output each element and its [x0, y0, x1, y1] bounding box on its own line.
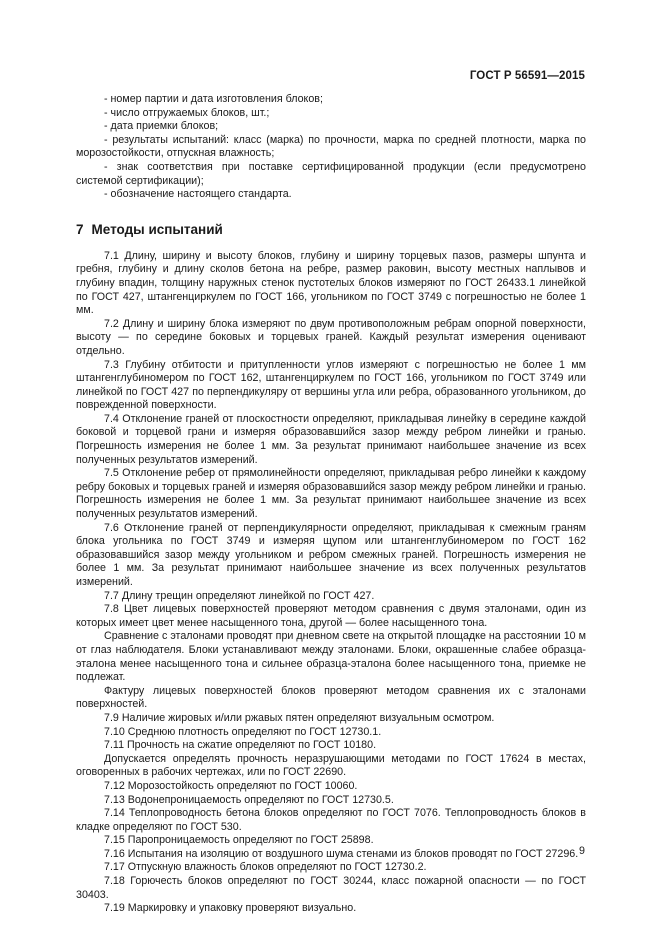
bullet-item: - обозначение настоящего стандарта. — [104, 188, 292, 201]
bullet-item: - результаты испытаний: класс (марка) по прочности, марка по средней плотности, марка по морозостойкости, отпускная влажность; — [76, 133, 586, 160]
paragraph: 7.9 Наличие жировых и/или ржавых пятен определяют визуальным осмотром. — [104, 711, 495, 724]
paragraph: 7.7 Длину трещин определяют линейкой по ГОСТ 427. — [104, 589, 375, 602]
paragraph: 7.2 Длину и ширину блока измеряют по двум противоположным ребрам опорной поверхности, высоту — по середине боковых и торцевых граней. Каждый результат измерения оценивают отдельно. — [76, 317, 586, 357]
paragraph: 7.14 Теплопроводность бетона блоков определяют по ГОСТ 7076. Теплопроводность блоков в кладке определяют по ГОСТ 530. — [76, 807, 586, 833]
paragraph: 7.3 Глубину отбитости и притупленности углов измеряют с погрешностью не более 1 мм штангенглубиномером по ГОСТ 162, штангенциркулем по ГОСТ 166, угольником по ГОСТ 3749 или линейкой по ГОСТ 427 по перпендикуляру от вершины угла или ребра, образованного угольником, до поврежденной поверхности. — [76, 358, 586, 412]
paragraph: Фактуру лицевых поверхностей блоков проверяют методом сравнения их с эталонами поверхностей. — [76, 684, 586, 711]
paragraph: 7.17 Отпускную влажность блоков определяют по ГОСТ 12730.2. — [104, 861, 427, 874]
bullet-list — [76, 93, 586, 202]
paragraph: 7.19 Маркировку и упаковку проверяют визуально. — [104, 902, 357, 915]
paragraph: 7.12 Морозостойкость определяют по ГОСТ 10060. — [104, 779, 358, 792]
paragraph: 7.15 Паропроницаемость определяют по ГОСТ 25898. — [104, 834, 374, 847]
paragraph: 7.10 Среднюю плотность определяют по ГОСТ 12730.1. — [104, 725, 382, 738]
paragraph: 7.8 Цвет лицевых поверхностей проверяют методом сравнения с двумя эталонами, один из которых имеет цвет менее насыщенного тона, другой — более насыщенного тона. — [76, 603, 586, 629]
page-content — [76, 93, 586, 916]
bullet-item: - номер партии и дата изготовления блоков; — [104, 93, 323, 105]
paragraph: 7.4 Отклонение граней от плоскостности определяют, прикладывая линейку в середине каждой боковой и торцевой грани и измеряя образовавшийся зазор между ребром линейки и гранью. Погрешность измерения не более 1 мм. За результат принимают наибольшее значение из всех полученных результатов измерений. — [76, 412, 586, 466]
paragraph: 7.6 Отклонение граней от перпендикулярности определяют, прикладывая к смежным граням блока угольника по ГОСТ 3749 и измеряя щупом или штангенглубиномером по ГОСТ 162 образовавшийся зазор между угольником и ребром смежных граней. Погрешность измерения не более 1 мм. За результат принимают наибольшее значение из всех полученных результатов измерений. — [76, 521, 586, 588]
bullet-item: - число отгружаемых блоков, шт.; — [104, 106, 270, 119]
paragraph: 7.13 Водонепроницаемость определяют по ГОСТ 12730.5. — [104, 793, 394, 806]
section-title: Методы испытаний — [91, 221, 223, 237]
paragraph: 7.11 Прочность на сжатие определяют по ГОСТ 10180. — [104, 739, 377, 752]
paragraph: 7.5 Отклонение ребер от прямолинейности определяют, прикладывая ребро линейки к каждому ребру боковых и торцевых граней и измеряя образовавшийся зазор между ребром линейки и гранью. Погрешность измерения не более 1 мм. За результат принимают наибольшее значение из всех полученных результатов измерений. — [76, 467, 586, 521]
paragraph: 7.1 Длину, ширину и высоту блоков, глубину и ширину торцевых пазов, размеры шпунта и гребня, глубину и длину сколов бетона на ребре, размер раковин, высоту местных наплывов и глубину впадин, толщину наружных стенок пустотелых блоков измеряют по ГОСТ 26433.1 линейкой по ГОСТ 427, штангенциркулем по ГОСТ 166, угольником по ГОСТ 3749 с погрешностью не более 1 мм. — [76, 249, 586, 317]
page-number: 9 — [579, 845, 585, 857]
paragraph: 7.18 Горючесть блоков определяют по ГОСТ 30244, класс пожарной опасности — по ГОСТ 30403. — [76, 875, 586, 901]
paragraph: Сравнение с эталонами проводят при дневном свете на открытой площадке на расстоянии 10 м от глаз наблюдателя. Блоки устанавливают между эталонами. Блоки, окрашенные слабее образца-эталона менее насыщенного тона и сильнее образца-эталона более насыщенного тона, приемке не подлежат. — [76, 630, 586, 684]
section-number: 7 — [76, 221, 84, 237]
paragraph: 7.16 Испытания на изоляцию от воздушного шума стенами из блоков проводят по ГОСТ 27296. — [104, 847, 579, 860]
section-body — [76, 250, 586, 916]
bullet-item: - дата приемки блоков; — [104, 120, 219, 133]
document-id-header: ГОСТ Р 56591—2015 — [469, 70, 585, 82]
section-heading — [76, 222, 586, 238]
bullet-item: - знак соответствия при поставке сертифицированной продукции (если предусмотрено системой сертификации); — [76, 160, 586, 187]
paragraph: Допускается определять прочность неразрушающими методами по ГОСТ 17624 в местах, оговоренных в рабочих чертежах, или по ГОСТ 22690. — [76, 752, 586, 779]
